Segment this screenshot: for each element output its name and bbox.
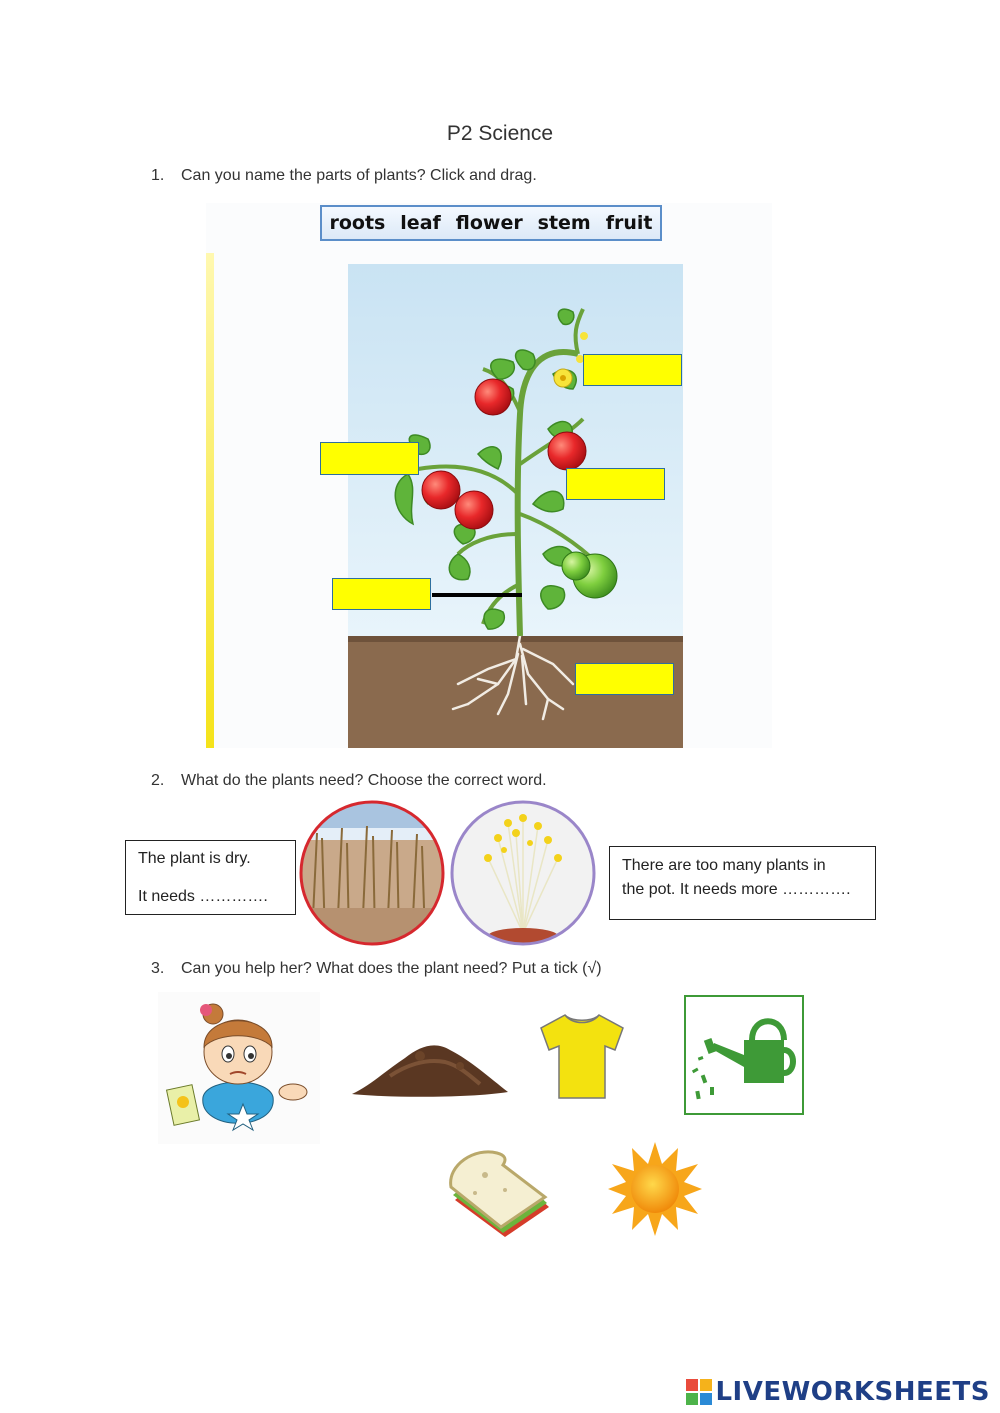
crowded-plants-box: [609, 846, 876, 920]
question-2-number: 2.: [151, 772, 165, 789]
liveworksheets-logo-text: LIVEWORKSHEETS: [715, 1377, 990, 1407]
dry-plant-line-1: The plant is dry.: [138, 850, 251, 867]
word-bank: [320, 205, 662, 241]
drop-zone-leaf[interactable]: [320, 442, 419, 475]
drop-zone-flower[interactable]: [583, 354, 682, 386]
word-fruit[interactable]: fruit: [605, 212, 653, 234]
question-3-text: Can you help her? What does the plant need? Put a tick (√): [181, 960, 602, 977]
yellow-margin-strip: [206, 253, 214, 748]
word-flower[interactable]: flower: [455, 212, 523, 234]
question-1: [151, 167, 537, 185]
page-title: P2 Science: [446, 122, 554, 145]
soil-pile-option[interactable]: [350, 1036, 510, 1098]
crowded-plants-line-2[interactable]: the pot. It needs more ………….: [622, 881, 851, 898]
question-3: [151, 960, 602, 978]
word-stem[interactable]: stem: [537, 212, 591, 234]
word-roots[interactable]: roots: [329, 212, 386, 234]
liveworksheets-logo-icon: [686, 1379, 712, 1405]
word-leaf[interactable]: leaf: [400, 212, 441, 234]
pot: [488, 928, 558, 944]
drop-zone-fruit[interactable]: [566, 468, 665, 500]
dry-plant-box: [125, 840, 296, 915]
liveworksheets-logo: [686, 1377, 990, 1407]
girl-with-seed-packet-illustration: [158, 992, 320, 1144]
question-2-text: What do the plants need? Choose the correct word.: [181, 772, 547, 789]
t-shirt-option[interactable]: [537, 1010, 627, 1102]
dry-plants-photo: [297, 798, 447, 948]
drop-zone-stem[interactable]: [332, 578, 431, 610]
sun-option[interactable]: [606, 1140, 704, 1238]
question-1-text: Can you name the parts of plants? Click and drag.: [181, 167, 537, 184]
crowded-plants-line-1: There are too many plants in: [622, 857, 826, 874]
watering-can-option[interactable]: [684, 995, 804, 1115]
sandwich-option[interactable]: [445, 1145, 553, 1243]
dry-plant-line-2[interactable]: It needs ………….: [138, 888, 268, 905]
drop-zone-roots[interactable]: [575, 663, 674, 695]
question-1-number: 1.: [151, 167, 165, 184]
crowded-sprouts-photo: [448, 798, 598, 948]
question-3-number: 3.: [151, 960, 165, 977]
question-2: [151, 772, 547, 790]
